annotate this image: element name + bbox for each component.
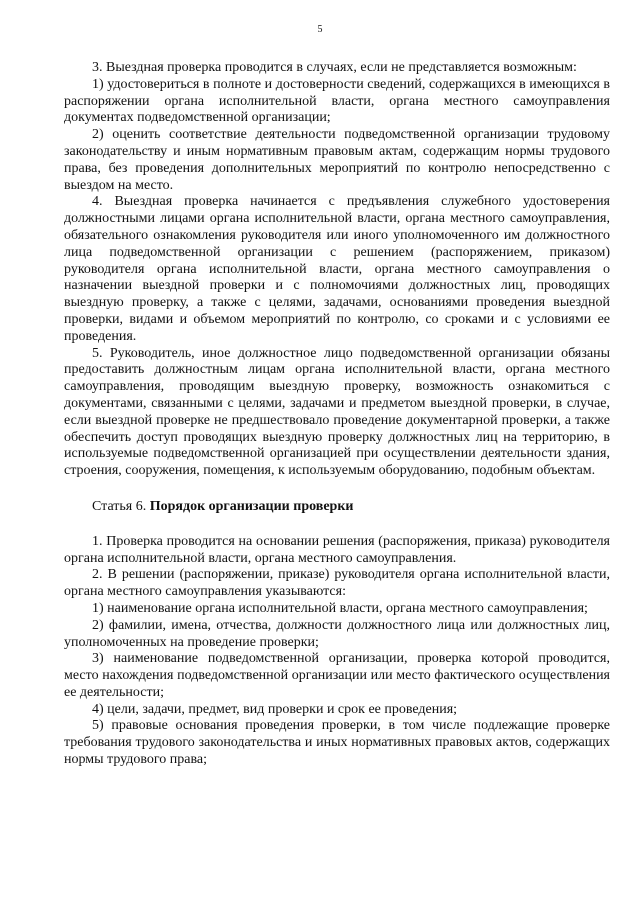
paragraph: 4) цели, задачи, предмет, вид проверки и срок ее проведения; [92, 701, 458, 717]
paragraph: 5) правовые основания проведения проверки, в том числе подлежащие проверке требования трудового законодательства и иных нормативных правовых актов, содержащих нормы трудового права; [64, 718, 610, 768]
paragraph: 5. Руководитель, иное должностное лицо подведомственной организации обязаны предоставить должностным лицам органа исполнительной власти, органа местного самоуправления, проводящим выездную проверку, возможность ознакомиться с документами, связанными с целями, задачами и предметом выездной проверки, в случае, если выездной проверке не предшествовало проведение документарной проверки, а также обеспечить доступ проводящих выездную проверку должностных лиц на территорию, в используемые подведомственной организацией при осуществлении деятельности здания, строения, сооружения, помещения, к используемым оборудованию, подобным объектам. [64, 345, 610, 479]
page-number: 5 [317, 24, 323, 35]
paragraph: 2. В решении (распоряжении, приказе) руководителя органа исполнительной власти, органа местного самоуправления указываются: [64, 567, 610, 600]
paragraph: 4. Выездная проверка начинается с предъявления служебного удостоверения должностными лицами органа исполнительной власти, органа местного самоуправления, обязательного ознакомления руководителя или иного уполномоченного им должностного лица подведомственной организации с решением (распоряжением, приказом) руководителя органа исполнительной власти, органа местного самоуправления о назначении выездной проверки и с полномочиями должностных лиц, проводящих выездную проверку, а также с целями, задачами, основаниями проведения выездной проверки, видами и объемом мероприятий по контролю, со сроками и с условиями ее проведения. [64, 194, 610, 344]
paragraph: 3) наименование подведомственной организации, проверка которой проводится, место нахождения подведомственной организации или место фактического осуществления ее деятельности; [64, 651, 610, 700]
document-body [64, 60, 610, 769]
paragraph: 2) оценить соответствие деятельности подведомственной организации трудовому законодательству и иным нормативным правовым актам, содержащим нормы трудового права, без проведения дополнительных мероприятий по контролю непосредственно с выездом на место. [64, 127, 610, 193]
article-prefix: Статья 6. [92, 498, 150, 514]
article-heading [64, 499, 610, 516]
paragraph: 1. Проверка проводится на основании решения (распоряжения, приказа) руководителя органа исполнительной власти, органа местного самоуправления. [64, 533, 610, 566]
article-title: Порядок организации проверки [149, 498, 354, 514]
paragraph: 1) удостовериться в полноте и достоверности сведений, содержащихся в имеющихся в распоряжении органа исполнительной власти, органа местного самоуправления документах подведомственной организации; [64, 76, 610, 126]
paragraph: 1) наименование органа исполнительной власти, органа местного самоуправления; [92, 600, 588, 616]
paragraph: 3. Выездная проверка проводится в случаях, если не представляется возможным: [92, 60, 577, 75]
paragraph: 2) фамилии, имена, отчества, должности должностного лица или должностных лиц, уполномоченных на проведение проверки; [64, 617, 610, 650]
